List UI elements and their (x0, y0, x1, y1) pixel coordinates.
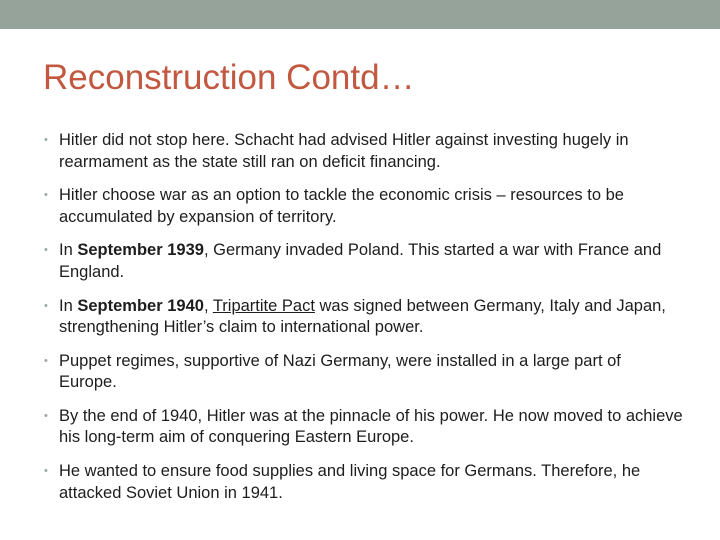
bullet-list (43, 130, 683, 516)
bullet-date-emphasis: September 1939 (77, 241, 204, 260)
bullet-text: He wanted to ensure food supplies and living space for Germans. Therefore, he attacked Soviet Union in 1941. (59, 462, 641, 502)
bullet-dot-icon: • (44, 244, 48, 257)
bullet-dot-icon: • (44, 354, 48, 367)
bullet-text: Hitler did not stop here. Schacht had advised Hitler against investing hugely in rearmament as the state still ran on deficit financing. (59, 131, 629, 171)
slide-title: Reconstruction Contd… (43, 58, 415, 97)
bullet-text-prefix: In (59, 241, 78, 260)
bullet-item (43, 130, 683, 173)
bullet-text: Hitler choose war as an option to tackle the economic crisis – resources to be accumulated by expansion of territory. (59, 186, 624, 226)
bullet-text-rest: was signed between Germany, Italy and Japan, strengthening Hitler’s claim to international power. (59, 296, 666, 337)
bullet-dot-icon: • (44, 134, 48, 146)
bullet-dot-icon: • (44, 465, 48, 478)
bullet-dot-icon: • (44, 299, 48, 312)
bullet-item (43, 351, 683, 394)
bullet-item (43, 240, 683, 283)
top-accent-band (0, 0, 720, 29)
bullet-item (43, 461, 683, 504)
bullet-date-emphasis: September 1940 (77, 296, 204, 315)
bullet-dot-icon: • (44, 409, 48, 422)
bullet-item (43, 185, 683, 228)
bullet-item (43, 296, 683, 339)
tripartite-pact-link[interactable]: Tripartite Pact (212, 296, 315, 315)
bullet-text: Puppet regimes, supportive of Nazi Germany, were installed in a large part of Europe. (59, 351, 621, 392)
bullet-text-separator: , (203, 296, 213, 315)
bullet-text-rest: , Germany invaded Poland. This started a war with France and England. (59, 241, 662, 281)
bullet-text: By the end of 1940, Hitler was at the pinnacle of his power. He now moved to achieve his long-term aim of conquering Eastern Europe. (59, 406, 683, 447)
bullet-item (43, 406, 683, 449)
bullet-text-prefix: In (59, 296, 78, 315)
bullet-dot-icon: • (44, 189, 48, 202)
